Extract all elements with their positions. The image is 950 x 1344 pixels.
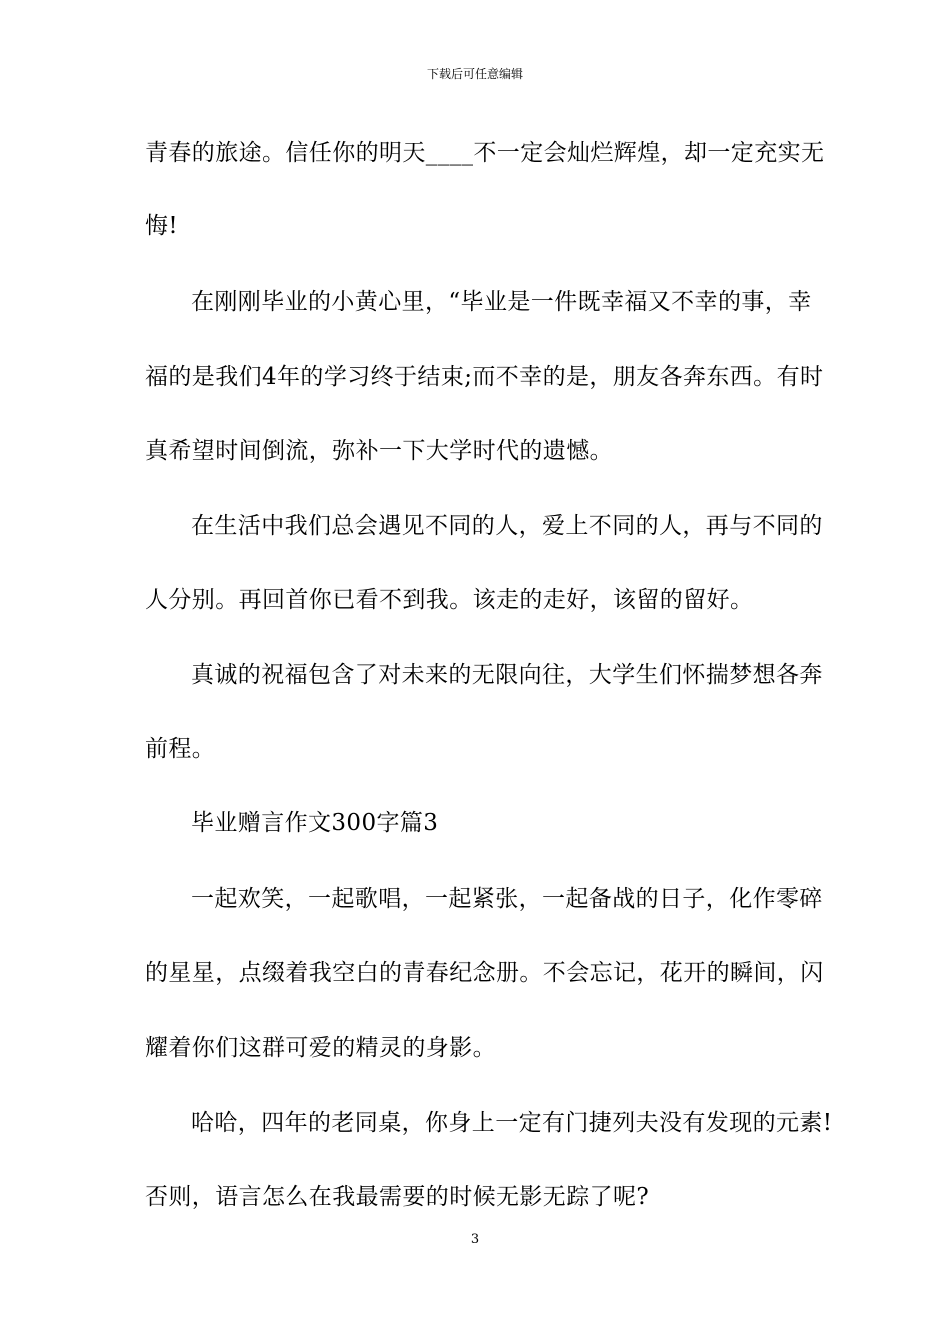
text-line: 否则，语言怎么在我最需要的时候无影无踪了呢? [145, 1184, 650, 1210]
text-line: 的星星，点缀着我空白的青春纪念册。不会忘记，花开的瞬间，闪 [145, 960, 824, 986]
text-line: 福的是我们4年的学习终于结束;而不幸的是，朋友各奔东西。有时 [145, 364, 824, 390]
text-line: 一起欢笑，一起歌唱，一起紧张，一起备战的日子，化作零碎 [191, 886, 823, 912]
text-line: 悔! [145, 213, 179, 239]
text-line: 在生活中我们总会遇见不同的人，爱上不同的人，再与不同的 [191, 513, 823, 539]
section-heading: 毕业赠言作文300字篇3 [191, 810, 439, 836]
text-line: 真希望时间倒流，弥补一下大学时代的遗憾。 [145, 438, 613, 464]
page-header: 下载后可任意编辑 [426, 67, 523, 81]
page-number: 3 [470, 1232, 480, 1247]
text-line: 在刚刚毕业的小黄心里，“毕业是一件既幸福又不幸的事，幸 [191, 289, 812, 315]
text-line: 前程。 [145, 736, 216, 762]
text-line: 耀着你们这群可爱的精灵的身影。 [145, 1035, 496, 1061]
text-line: 真诚的祝福包含了对未来的无限向往，大学生们怀揣梦想各奔 [191, 662, 823, 688]
text-line: 青春的旅途。信任你的明天____不一定会灿烂辉煌，却一定充实无 [145, 140, 825, 166]
text-line: 哈哈，四年的老同桌，你身上一定有门捷列夫没有发现的元素! [191, 1110, 833, 1136]
text-line: 人分别。再回首你已看不到我。该走的走好，该留的留好。 [145, 587, 754, 613]
